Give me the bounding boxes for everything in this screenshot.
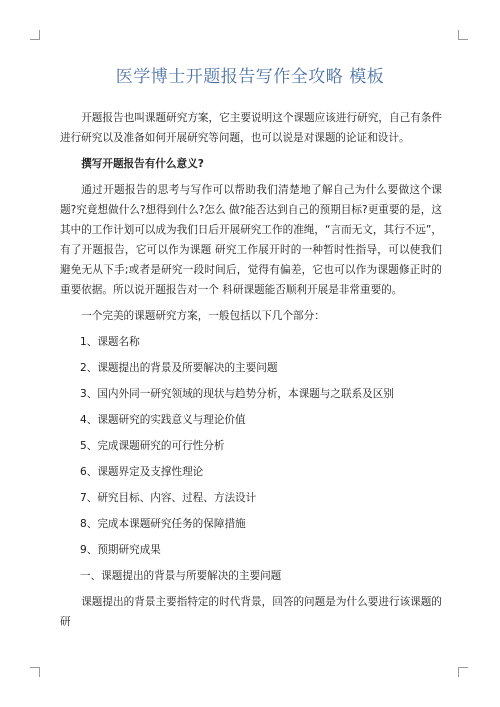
crop-mark-top-right (458, 30, 468, 40)
list-item: 2、课题提出的背景及所要解决的主要问题 (80, 362, 278, 374)
list-item: 5、完成课题研究的可行性分析 (80, 440, 225, 452)
crop-mark-top-left (30, 30, 40, 40)
crop-mark-bottom-left (30, 667, 40, 677)
crop-mark-bottom-right (458, 667, 468, 677)
document-title: 医学博士开题报告写作全攻略 模板 (115, 67, 385, 87)
list-item: 8、完成本课题研究任务的保障措施 (80, 518, 246, 530)
background-paragraph: 课题提出的背景主要指特定的时代背景，回答的问题是为什么要进行该课题的研 (60, 596, 442, 628)
section-heading: 一、课题提出的背景与所要解决的主要问题 (80, 570, 282, 582)
significance-paragraph: 通过开题报告的思考与写作可以帮助我们清楚地了解自己为什么要做这个课题?究竟想做什么?想得到什么?怎么 做?能否达到自己的预期目标?更重要的是，这其中的工作计划可以成为我们日后开展研究工作的准绳，“言而无文，其行不远”，有了开题报告，它可以作为课题 研究工作展开时的一种暂时性指导，可以使我们避免无从下手;或者是研究一段时间后，觉得有偏差，它也可以作为课题修正时的重要依据。所以说开题报告对一个 科研课题能否顺利开展是非常重要的。 (60, 184, 442, 296)
list-item: 1、课题名称 (80, 336, 140, 348)
list-item: 9、预期研究成果 (80, 544, 161, 556)
list-item: 6、课题界定及支撑性理论 (80, 466, 204, 478)
list-item: 3、国内外同一研究领域的现状与趋势分析，本课题与之联系及区别 (80, 388, 394, 400)
components-intro: 一个完美的课题研究方案，一般包括以下几个部分： (81, 310, 325, 322)
list-item: 4、课题研究的实践意义与理论价值 (80, 414, 246, 426)
intro-paragraph: 开题报告也叫课题研究方案，它主要说明这个课题应该进行研究，自己有条件进行研究以及准备如何开展研究等问题，也可以说是对课题的论证和设计。 (60, 112, 442, 144)
question-heading: 撰写开题报告有什么意义? (81, 158, 204, 170)
document-body (60, 108, 442, 638)
list-item: 7、研究目标、内容、过程、方法设计 (80, 492, 257, 504)
